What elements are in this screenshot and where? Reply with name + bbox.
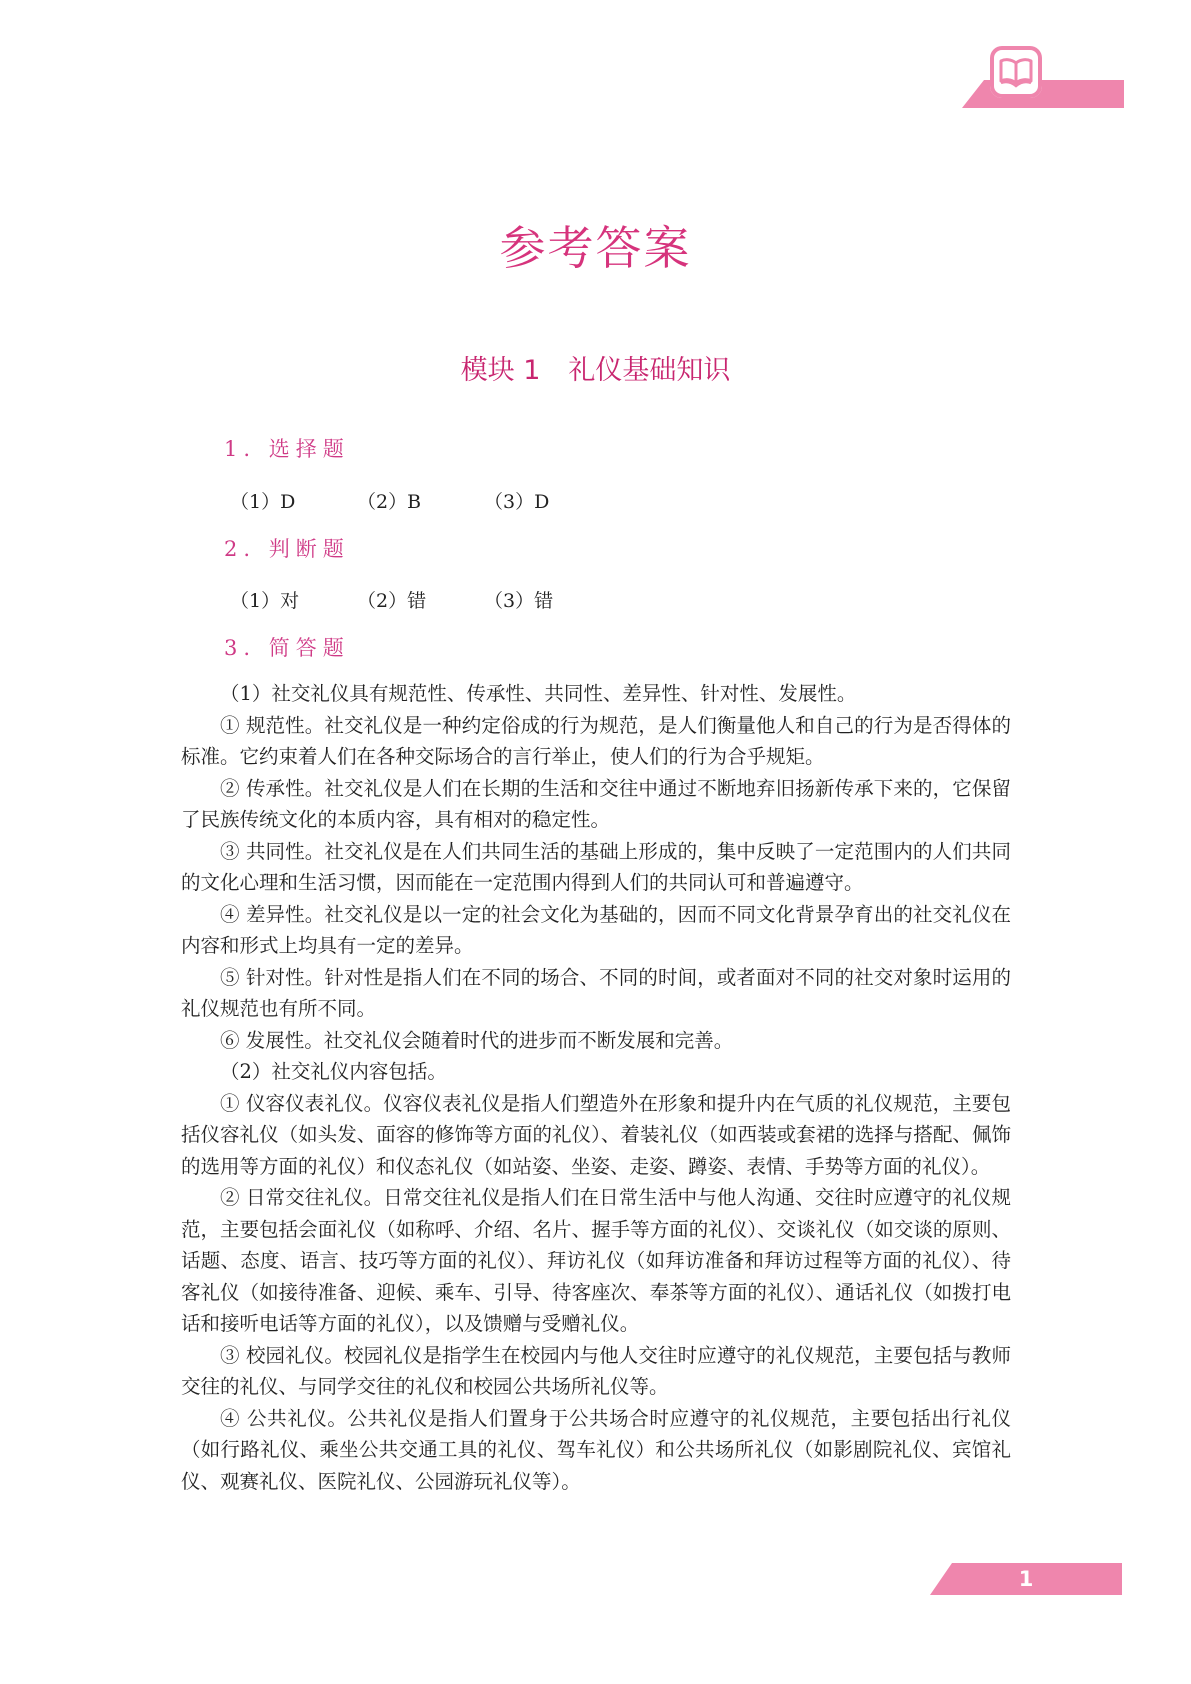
paragraph: ⑥ 发展性。社交礼仪会随着时代的进步而不断发展和完善。 <box>220 1028 734 1052</box>
paragraph: ④ 差异性。社交礼仪是以一定的社会文化为基础的，因而不同文化背景孕育出的社交礼仪在内容和形式上均具有一定的差异。 <box>181 902 1011 957</box>
answer-item: （2）错 <box>357 590 427 612</box>
answer-item: （1）对 <box>230 590 300 612</box>
answer-item: （3）D <box>484 491 550 513</box>
paragraph: ③ 校园礼仪。校园礼仪是指学生在校园内与他人交往时应遵守的礼仪规范，主要包括与教师交往的礼仪、与同学交往的礼仪和校园公共场所礼仪等。 <box>181 1343 1011 1398</box>
short-answer-body <box>181 678 1011 1497</box>
paragraph: ④ 公共礼仪。公共礼仪是指人们置身于公共场合时应遵守的礼仪规范，主要包括出行礼仪（如行路礼仪、乘坐公共交通工具的礼仪、驾车礼仪）和公共场所礼仪（如影剧院礼仪、宾馆礼仪、观赛礼仪、医院礼仪、公园游玩礼仪等）。 <box>181 1406 1011 1493</box>
paragraph: ② 传承性。社交礼仪是人们在长期的生活和交往中通过不断地弃旧扬新传承下来的，它保留了民族传统文化的本质内容，具有相对的稳定性。 <box>181 776 1011 831</box>
section-heading-choice: 1. 选择题 <box>224 437 350 461</box>
paragraph: ① 规范性。社交礼仪是一种约定俗成的行为规范，是人们衡量他人和自己的行为是否得体的标准。它约束着人们在各种交际场合的言行举止，使人们的行为合乎规矩。 <box>181 713 1011 768</box>
answer-item: （2）B <box>357 491 422 513</box>
section-heading-judgement: 2. 判断题 <box>224 537 350 561</box>
answer-item: （3）错 <box>484 590 554 612</box>
page-number: 1 <box>1018 1567 1034 1591</box>
answer-item: （1）D <box>230 491 296 513</box>
book-icon <box>990 46 1042 98</box>
answer-row-judgement <box>230 586 611 613</box>
paragraph: （1）社交礼仪具有规范性、传承性、共同性、差异性、针对性、发展性。 <box>220 682 857 705</box>
paragraph: ② 日常交往礼仪。日常交往礼仪是指人们在日常生活中与他人沟通、交往时应遵守的礼仪规范，主要包括会面礼仪（如称呼、介绍、名片、握手等方面的礼仪）、交谈礼仪（如交谈的原则、话题、态度、语言、技巧等方面的礼仪）、拜访礼仪（如拜访准备和拜访过程等方面的礼仪）、待客礼仪（如接待准备、迎候、乘车、引导、待客座次、奉茶等方面的礼仪）、通话礼仪（如拨打电话和接听电话等方面的礼仪），以及馈赠与受赠礼仪。 <box>181 1186 1011 1335</box>
paragraph: （2）社交礼仪内容包括。 <box>220 1060 447 1083</box>
paragraph: ① 仪容仪表礼仪。仪容仪表礼仪是指人们塑造外在形象和提升内在气质的礼仪规范，主要包括仪容礼仪（如头发、面容的修饰等方面的礼仪）、着装礼仪（如西装或套裙的选择与搭配、佩饰的选用等方面的礼仪）和仪态礼仪（如站姿、坐姿、走姿、蹲姿、表情、手势等方面的礼仪）。 <box>181 1091 1011 1178</box>
module-name: 礼仪基础知识 <box>568 355 731 386</box>
module-number: 模块 1 <box>460 355 541 386</box>
paragraph: ③ 共同性。社交礼仪是在人们共同生活的基础上形成的，集中反映了一定范围内的人们共同的文化心理和生活习惯，因而能在一定范围内得到人们的共同认可和普遍遵守。 <box>181 839 1011 894</box>
section-heading-short-answer: 3. 简答题 <box>224 636 350 660</box>
page-title: 参考答案 <box>499 221 692 275</box>
header-band <box>962 80 1124 108</box>
paragraph: ⑤ 针对性。针对性是指人们在不同的场合、不同的时间，或者面对不同的社交对象时运用的礼仪规范也有所不同。 <box>181 965 1011 1020</box>
module-title <box>0 348 1191 387</box>
answer-row-choice <box>230 487 611 514</box>
